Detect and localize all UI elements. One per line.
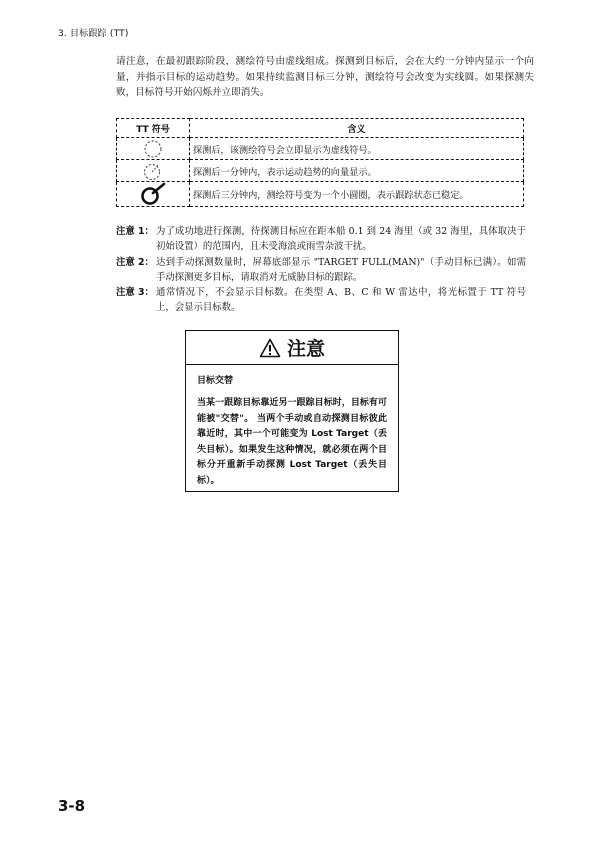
meaning-column-header: 含义 [190, 119, 524, 138]
notes-list [116, 224, 526, 316]
table-row [117, 160, 524, 182]
table-row [117, 138, 524, 160]
warning-triangle-icon [259, 338, 281, 358]
chapter-header: 3. 目标跟踪 (TT) [58, 29, 129, 39]
tt-symbol-table [116, 118, 524, 207]
caution-box [185, 330, 399, 492]
symbol-cell [117, 138, 190, 160]
note-item [116, 285, 526, 316]
dashed-circle-vector-icon [141, 161, 165, 181]
page-number: 3-8 [58, 797, 86, 815]
caution-body: 当某一跟踪目标靠近另一跟踪目标时，目标有可能被"交替"。 当两个手动或自动探测目标彼此靠近时，其中一个可能变为 Lost Target（丢失目标）。如果发生这种情况，就必须在两个目标分开重新手动探测 Lost Target（丢失目标）。 [197, 398, 387, 486]
caution-header [186, 331, 398, 365]
intro-paragraph: 请注意，在最初跟踪阶段，测绘符号由虚线组成。探测到目标后，会在大约一分钟内显示一个向量，并指示目标的运动趋势。如果持续监测目标三分钟，测绘符号会改变为实线圆。如果探测失败，目标符号开始闪烁并立即消失。 [116, 56, 534, 98]
note-label: 注意 3： [116, 287, 154, 299]
solid-circle-vector-icon [138, 182, 168, 206]
caution-subtitle: 目标交替 [197, 376, 234, 386]
symbol-cell [117, 182, 190, 207]
table-row [117, 182, 524, 207]
note-label: 注意 1： [116, 226, 154, 237]
note-item [116, 255, 526, 286]
symbol-cell [117, 160, 190, 182]
note-label: 注意 2： [116, 256, 154, 268]
note-text: 达到手动探测数量时，屏幕底部显示 "TARGET FULL(MAN)"（手动目标已满）。如需手动探测更多目标，请取消对无威胁目标的跟踪。 [156, 256, 526, 283]
caution-title: 注意 [286, 338, 325, 360]
symbol-column-header: TT 符号 [117, 119, 190, 138]
meaning-cell: 探测后三分钟内，测绘符号变为一个小圆圈，表示跟踪状态已稳定。 [190, 182, 524, 207]
meaning-cell: 探测后，该测绘符号会立即显示为虚线符号。 [190, 138, 524, 160]
note-item [116, 224, 526, 255]
table-header-row [117, 119, 524, 138]
note-text: 通常情况下，不会显示目标数。在类型 A、B、C 和 W 雷达中，将光标置于 TT 符号上，会显示目标数。 [156, 287, 526, 314]
meaning-cell: 探测后一分钟内，表示运动趋势的向量显示。 [190, 160, 524, 182]
note-text: 为了成功地进行探测，待探测目标应在距本船 0.1 到 24 海里（或 32 海里，具体取决于初始设置）的范围内，且未受海浪或雨雪杂波干扰。 [156, 226, 526, 253]
dashed-circle-icon [141, 139, 165, 159]
